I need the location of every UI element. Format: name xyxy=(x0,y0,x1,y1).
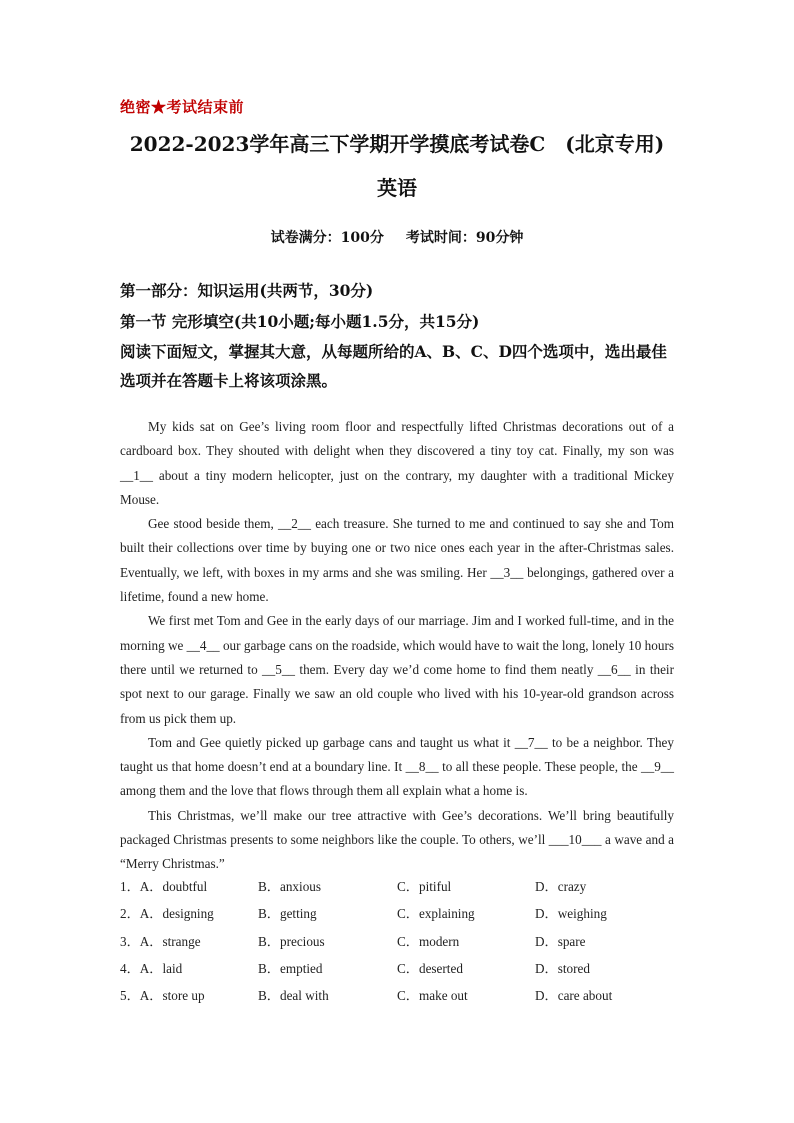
passage-paragraph: Tom and Gee quietly picked up garbage cans and taught us what it __7__ to be a neighbor. They taught us that home doesn’t end at a boundary line. It __8__ to all these people. These people, the __9__ among them and the love that flows through them all explain what a home is. xyxy=(120,734,674,799)
question-number: 1． xyxy=(120,879,140,894)
option-b: B．emptied xyxy=(258,960,323,976)
option-d: D．care about xyxy=(535,988,613,1004)
question-number: 2． xyxy=(120,906,140,922)
option-d: D．weighing xyxy=(535,906,607,922)
option-a-text: A．store up xyxy=(139,988,205,1004)
option-b: B．anxious xyxy=(258,879,322,894)
confidential-label: 绝密★考试结束前 xyxy=(120,98,245,116)
option-d: D．spare xyxy=(535,933,586,949)
subject-title: 英语 xyxy=(377,176,417,200)
question-number: 3． xyxy=(120,933,140,949)
option-b: B．precious xyxy=(258,933,325,949)
question-number: 4． xyxy=(120,960,140,976)
option-b: B．getting xyxy=(258,906,317,922)
passage-paragraph: My kids sat on Gee’s living room floor and respectfully lifted Christmas decorations out of a cardboard box. They shouted with delight when they discovered a tiny toy cat. Finally, my son was __1__ about a tiny modern helicopter, just on the contrary, my daughter with a traditional Mickey Mouse. xyxy=(120,419,674,507)
part-heading: 第一部分：知识运用(共两节，30分) xyxy=(120,281,374,300)
question-row xyxy=(120,985,680,1012)
cloze-passage xyxy=(120,415,674,877)
passage-paragraph: Gee stood beside them, __2__ each treasure. She turned to me and continued to say she and Tom built their collections over time by buying one or two nice ones each year in the after-Christmas sales. Eventually, we left, with boxes in my arms and she was smiling. Her __3__ belongings, gathered over a lifetime, found a new home. xyxy=(120,516,674,605)
option-c: C．pitiful xyxy=(397,879,452,894)
option-c: C．modern xyxy=(397,933,460,949)
exam-meta xyxy=(0,227,794,247)
answer-options xyxy=(120,876,680,1012)
full-score: 试卷满分：100分 xyxy=(270,230,384,246)
exam-title: 2022-2023学年高三下学期开学摸底考试卷C (北京专用) xyxy=(129,132,665,156)
passage-paragraph: This Christmas, we’ll make our tree attractive with Gee’s decorations. We’ll bring beautifully packaged Christmas presents to some neighbors like the couple. To others, we’ll ___10___ a wave and a “Merry Christmas.” xyxy=(120,807,674,872)
question-row xyxy=(120,903,680,930)
option-a-text: A．laid xyxy=(139,960,183,976)
option-a xyxy=(120,931,201,950)
question-row xyxy=(120,958,680,985)
option-c: C．make out xyxy=(397,988,468,1004)
option-a-text: A．doubtful xyxy=(139,879,208,894)
option-a xyxy=(120,876,207,895)
passage-paragraph: We first met Tom and Gee in the early days of our marriage. Jim and I worked full-time, and in the morning we __4__ our garbage cans on the roadside, which would have to wait the long, lonely 10 hours there until we returned to __5__ them. Every day we’d come home to find them neatly __6__ in their spot next to our garage. Finally we saw an old couple who lived with his 10-year-old grandson across from us pick them up. xyxy=(120,613,674,726)
option-c: C．explaining xyxy=(397,906,475,922)
instruction-text: 阅读下面短文，掌握其大意，从每题所给的A、B、C、D四个选项中，选出最佳选项并在答题卡上将该项涂黑。 xyxy=(120,342,667,390)
exam-time: 考试时间：90分钟 xyxy=(405,230,524,246)
subsection-heading: 第一节 完形填空(共10小题;每小题1.5分，共15分) xyxy=(120,312,480,331)
question-row xyxy=(120,931,680,958)
question-row xyxy=(120,876,680,903)
option-a-text: A．designing xyxy=(139,906,214,922)
option-a xyxy=(120,985,205,1004)
option-d: D．crazy xyxy=(535,879,587,894)
option-c: C．deserted xyxy=(397,960,463,976)
question-number: 5． xyxy=(120,988,140,1004)
option-a xyxy=(120,958,182,977)
option-b: B．deal with xyxy=(258,988,329,1004)
option-a xyxy=(120,903,214,922)
option-a-text: A．strange xyxy=(139,933,201,949)
option-d: D．stored xyxy=(535,960,590,976)
